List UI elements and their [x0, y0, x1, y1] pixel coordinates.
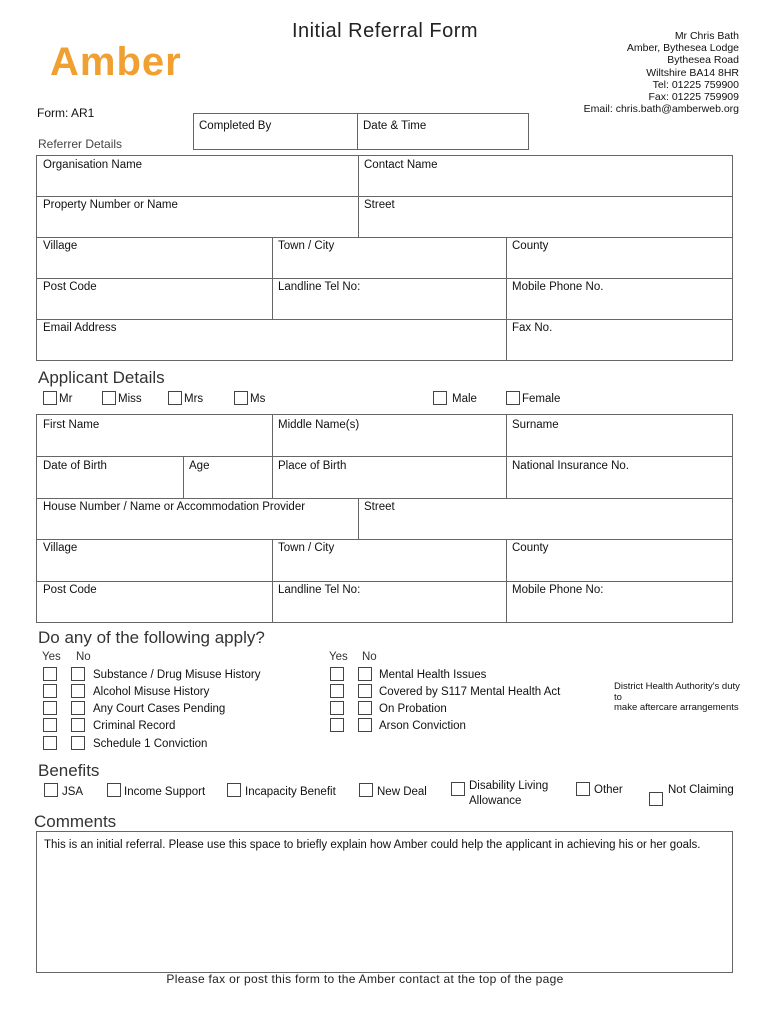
row-line: [37, 456, 732, 457]
age-label: Age: [189, 460, 210, 472]
no-label: No: [362, 651, 377, 663]
note-line: District Health Authority's duty: [614, 681, 740, 692]
female-checkbox[interactable]: [506, 391, 520, 405]
yes-checkbox[interactable]: [43, 718, 57, 732]
miss-label: Miss: [118, 393, 142, 405]
contact-line: Amber, Bythesea Lodge: [626, 42, 739, 55]
contact-line: Wiltshire BA14 8HR: [646, 66, 739, 79]
col-line: [272, 415, 273, 498]
contact-line: Mr Chris Bath: [674, 30, 739, 42]
male-label: Male: [452, 393, 477, 405]
contact-line: Bythesea Road: [667, 54, 739, 67]
schedule-1-label: Schedule 1 Conviction: [93, 738, 208, 750]
yes-checkbox[interactable]: [330, 667, 344, 681]
dla-line: Disability Living: [469, 780, 549, 792]
other-checkbox[interactable]: [576, 782, 590, 796]
row-line: [37, 278, 732, 279]
ms-label: Ms: [250, 393, 266, 405]
dla-checkbox[interactable]: [451, 782, 465, 796]
landline-label: Landline Tel No:: [278, 281, 361, 293]
not-claiming-checkbox[interactable]: [649, 792, 663, 806]
county-label: County: [512, 240, 549, 252]
no-checkbox[interactable]: [358, 667, 372, 681]
row-line: [37, 498, 732, 499]
no-label: No: [76, 651, 91, 663]
mobile-label: Mobile Phone No.: [512, 281, 604, 293]
mr-label: Mr: [59, 393, 73, 405]
mental-health-label: Mental Health Issues: [379, 669, 487, 681]
contact-block: [584, 30, 739, 115]
referrer-heading: Referrer Details: [38, 137, 123, 151]
no-checkbox[interactable]: [71, 701, 85, 715]
amber-logo: Amber: [50, 40, 182, 84]
fax-label: Fax No.: [512, 322, 553, 334]
yes-checkbox[interactable]: [43, 736, 57, 750]
email-label: Email Address: [43, 322, 117, 334]
probation-label: On Probation: [379, 703, 447, 715]
no-checkbox[interactable]: [358, 684, 372, 698]
row-line: [37, 237, 732, 238]
col-line: [272, 539, 273, 622]
town-label: Town / City: [278, 542, 335, 554]
organisation-name-label: Organisation Name: [43, 159, 143, 171]
place-of-birth-label: Place of Birth: [278, 460, 347, 472]
no-checkbox[interactable]: [71, 667, 85, 681]
income-support-checkbox[interactable]: [107, 783, 121, 797]
footer-note: Please fax or post this form to the Amber contact at the top of the page: [166, 972, 564, 986]
s117-note: [614, 682, 740, 714]
applicant-heading: Applicant Details: [38, 368, 165, 387]
village-label: Village: [43, 542, 78, 554]
note-line: make aftercare arrangements: [614, 702, 739, 713]
yes-checkbox[interactable]: [330, 701, 344, 715]
completed-by-label: Completed By: [199, 120, 272, 132]
street-label: Street: [364, 199, 395, 211]
town-label: Town / City: [278, 240, 335, 252]
middle-names-label: Middle Name(s): [278, 419, 360, 431]
mrs-label: Mrs: [184, 393, 204, 405]
form-id: Form: AR1: [37, 106, 95, 120]
col-line: [506, 237, 507, 360]
apply-heading: Do any of the following apply?: [38, 628, 265, 647]
row-line: [37, 539, 732, 540]
divider: [357, 114, 358, 149]
surname-label: Surname: [512, 419, 559, 431]
income-support-label: Income Support: [124, 786, 206, 798]
col-line: [358, 156, 359, 237]
substance-label: Substance / Drug Misuse History: [93, 669, 261, 681]
new-deal-checkbox[interactable]: [359, 783, 373, 797]
arson-label: Arson Conviction: [379, 720, 466, 732]
comments-box[interactable]: [36, 831, 733, 973]
no-checkbox[interactable]: [71, 718, 85, 732]
row-line: [37, 319, 732, 320]
contact-line: Tel: 01225 759900: [652, 78, 739, 91]
no-checkbox[interactable]: [358, 701, 372, 715]
male-checkbox[interactable]: [433, 391, 447, 405]
village-label: Village: [43, 240, 78, 252]
yes-checkbox[interactable]: [43, 684, 57, 698]
mobile-label: Mobile Phone No:: [512, 584, 604, 596]
female-label: Female: [522, 393, 561, 405]
date-time-label: Date & Time: [363, 120, 427, 132]
note-line: to: [614, 691, 622, 703]
yes-checkbox[interactable]: [330, 684, 344, 698]
dob-label: Date of Birth: [43, 460, 107, 472]
mr-checkbox[interactable]: [43, 391, 57, 405]
miss-checkbox[interactable]: [102, 391, 116, 405]
row-line: [37, 581, 732, 582]
incapacity-checkbox[interactable]: [227, 783, 241, 797]
incapacity-label: Incapacity Benefit: [245, 786, 336, 798]
comments-instructions: This is an initial referral. Please use this space to briefly explain how Amber could help the applicant in achieving his or her goals.: [44, 839, 701, 851]
property-label: Property Number or Name: [43, 199, 178, 211]
contact-name-label: Contact Name: [364, 159, 438, 171]
s117-label: Covered by S117 Mental Health Act: [379, 686, 561, 698]
yes-checkbox[interactable]: [43, 667, 57, 681]
jsa-checkbox[interactable]: [44, 783, 58, 797]
street-label: Street: [364, 501, 395, 513]
col-line: [358, 498, 359, 539]
col-line: [506, 539, 507, 622]
referrer-table[interactable]: [36, 155, 733, 361]
col-line: [183, 456, 184, 498]
first-name-label: First Name: [43, 419, 100, 431]
no-checkbox[interactable]: [71, 684, 85, 698]
contact-line: Email: chris.bath@amberweb.org: [583, 103, 739, 116]
yes-label: Yes: [42, 651, 61, 663]
ni-label: National Insurance No.: [512, 460, 629, 472]
house-label: House Number / Name or Accommodation Provider: [43, 501, 306, 513]
yes-checkbox[interactable]: [43, 701, 57, 715]
other-label: Other: [594, 784, 623, 796]
comments-heading: Comments: [34, 812, 117, 831]
col-line: [506, 415, 507, 498]
mrs-checkbox[interactable]: [168, 391, 182, 405]
court-cases-label: Any Court Cases Pending: [93, 703, 226, 715]
county-label: County: [512, 542, 549, 554]
no-checkbox[interactable]: [358, 718, 372, 732]
not-claiming-label: Not Claiming: [668, 784, 734, 796]
contact-line: Fax: 01225 759909: [648, 91, 739, 104]
completed-by-box: [193, 113, 529, 150]
jsa-label: JSA: [62, 786, 84, 798]
alcohol-label: Alcohol Misuse History: [93, 686, 210, 698]
dla-label: [469, 779, 548, 809]
no-checkbox[interactable]: [71, 736, 85, 750]
col-line: [272, 237, 273, 319]
landline-label: Landline Tel No:: [278, 584, 361, 596]
applicant-table[interactable]: [36, 414, 733, 623]
dla-line: Allowance: [469, 795, 522, 807]
post-code-label: Post Code: [43, 584, 97, 596]
criminal-record-label: Criminal Record: [93, 720, 176, 732]
post-code-label: Post Code: [43, 281, 97, 293]
form-title: Initial Referral Form: [291, 20, 479, 42]
ms-checkbox[interactable]: [234, 391, 248, 405]
yes-checkbox[interactable]: [330, 718, 344, 732]
benefits-heading: Benefits: [38, 761, 100, 780]
row-line: [37, 196, 732, 197]
yes-label: Yes: [329, 651, 348, 663]
new-deal-label: New Deal: [377, 786, 427, 798]
